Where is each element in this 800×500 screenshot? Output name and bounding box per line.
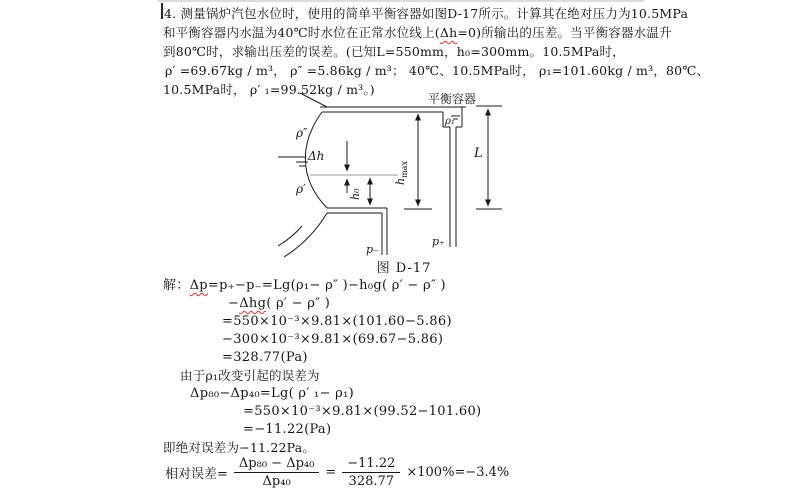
problem-line-2-pre: 和平衡容器内水温为40℃时水位在正常水位线上( — [163, 25, 440, 40]
spellcheck-marked-dh: Δh — [439, 25, 458, 40]
solution-eq1-result[interactable]: =328.77(Pa) — [222, 350, 308, 365]
problem-line-1[interactable]: 4. 测量锅炉汽包水位时，使用的简单平衡容器如图D-17所示。计算其在绝对压力为10.5MPa — [164, 6, 689, 21]
relative-error-result: ×100%=−3.4% — [406, 465, 510, 480]
fraction-numeric — [342, 456, 400, 489]
solution-eq2-result[interactable]: =−11.22(Pa) — [243, 422, 332, 437]
solution-eq1b-rest: ( ρ′ − ρ″ ) — [266, 296, 331, 311]
relative-error-equation[interactable] — [165, 456, 509, 489]
solution-eq2-line1[interactable]: Δp₈₀−Δp₄₀=Lg( ρ′ ₁− ρ₁) — [190, 386, 354, 401]
label-rho-water: ρ′ — [296, 182, 306, 196]
normal-water-level — [278, 157, 308, 166]
fraction-numeric-denominator: 328.77 — [348, 474, 395, 489]
solution-eq1-line3[interactable]: =550×10⁻³×9.81×(101.60−5.86) — [222, 314, 452, 329]
impulse-pipe-plus — [450, 127, 456, 247]
label-rho-1: ρ₁ — [445, 116, 455, 127]
top-pipe — [320, 107, 466, 112]
label-p-minus: p₋ — [366, 243, 379, 256]
solution-label: 解： — [163, 278, 190, 293]
solution-eq1-line4[interactable]: −300×10⁻³×9.81×(69.67−5.86) — [222, 332, 444, 347]
spellcheck-marked-dp: Δp — [189, 278, 208, 293]
label-p-plus: p₊ — [432, 235, 445, 248]
label-hmax-base: h — [394, 177, 407, 185]
fraction-symbolic — [234, 456, 319, 489]
fraction-numeric-numerator: −11.22 — [342, 456, 400, 473]
text-cursor — [161, 3, 163, 19]
solution-note-2[interactable]: 即绝对误差为−11.22Pa。 — [163, 440, 316, 455]
label-h0: h₀ — [349, 188, 362, 200]
equals-sign: = — [325, 465, 337, 480]
page-top-edge — [158, 0, 644, 2]
fraction-symbolic-denominator: Δp₄₀ — [262, 474, 291, 489]
problem-line-3[interactable]: 到80℃时，求输出压差的误差。(已知L=550mm，h₀=300mm。10.5MPa时， — [163, 44, 625, 59]
solution-note-1[interactable]: 由于ρ₁改变引起的误差为 — [180, 368, 320, 383]
problem-line-2-post: =0)所输出的压差。当平衡容器水温升 — [457, 25, 672, 40]
relative-error-label: 相对误差= — [165, 467, 228, 482]
solution-eq1b-pre: − — [228, 296, 240, 311]
solution-eq1-line1[interactable] — [163, 277, 446, 295]
label-delta-h: Δh — [308, 149, 325, 163]
problem-line-2[interactable] — [163, 24, 672, 42]
solution-eq1-line2[interactable] — [228, 295, 330, 313]
solution-eq1-rest: =p₊−p₋=Lg(ρ₁− ρ″ )−h₀g( ρ′ − ρ″ ) — [207, 278, 446, 293]
figure-d17-diagram[interactable] — [270, 85, 570, 275]
label-L: L — [474, 146, 483, 161]
problem-line-5[interactable]: 10.5MPa时， ρ′ ₁=99.52kg / m³。) — [163, 82, 375, 97]
fraction-symbolic-numerator: Δp₈₀ − Δp₄₀ — [234, 456, 319, 473]
problem-line-4[interactable]: ρ′ =69.67kg / m³， ρ″ =5.86kg / m³； 40℃、10.5MPa时， ρ₁=101.60kg / m³，80℃、 — [165, 63, 710, 78]
figure-caption[interactable]: 图 D-17 — [376, 261, 432, 276]
spellcheck-marked-dhg: Δhg — [239, 296, 267, 311]
label-hmax-sub: max — [400, 161, 409, 178]
label-balance-container: 平衡容器 — [428, 92, 477, 106]
label-rho-steam: ρ″ — [296, 126, 308, 140]
label-hmax — [394, 161, 409, 185]
solution-eq2-line2[interactable]: =550×10⁻³×9.81×(99.52−101.60) — [243, 404, 482, 419]
